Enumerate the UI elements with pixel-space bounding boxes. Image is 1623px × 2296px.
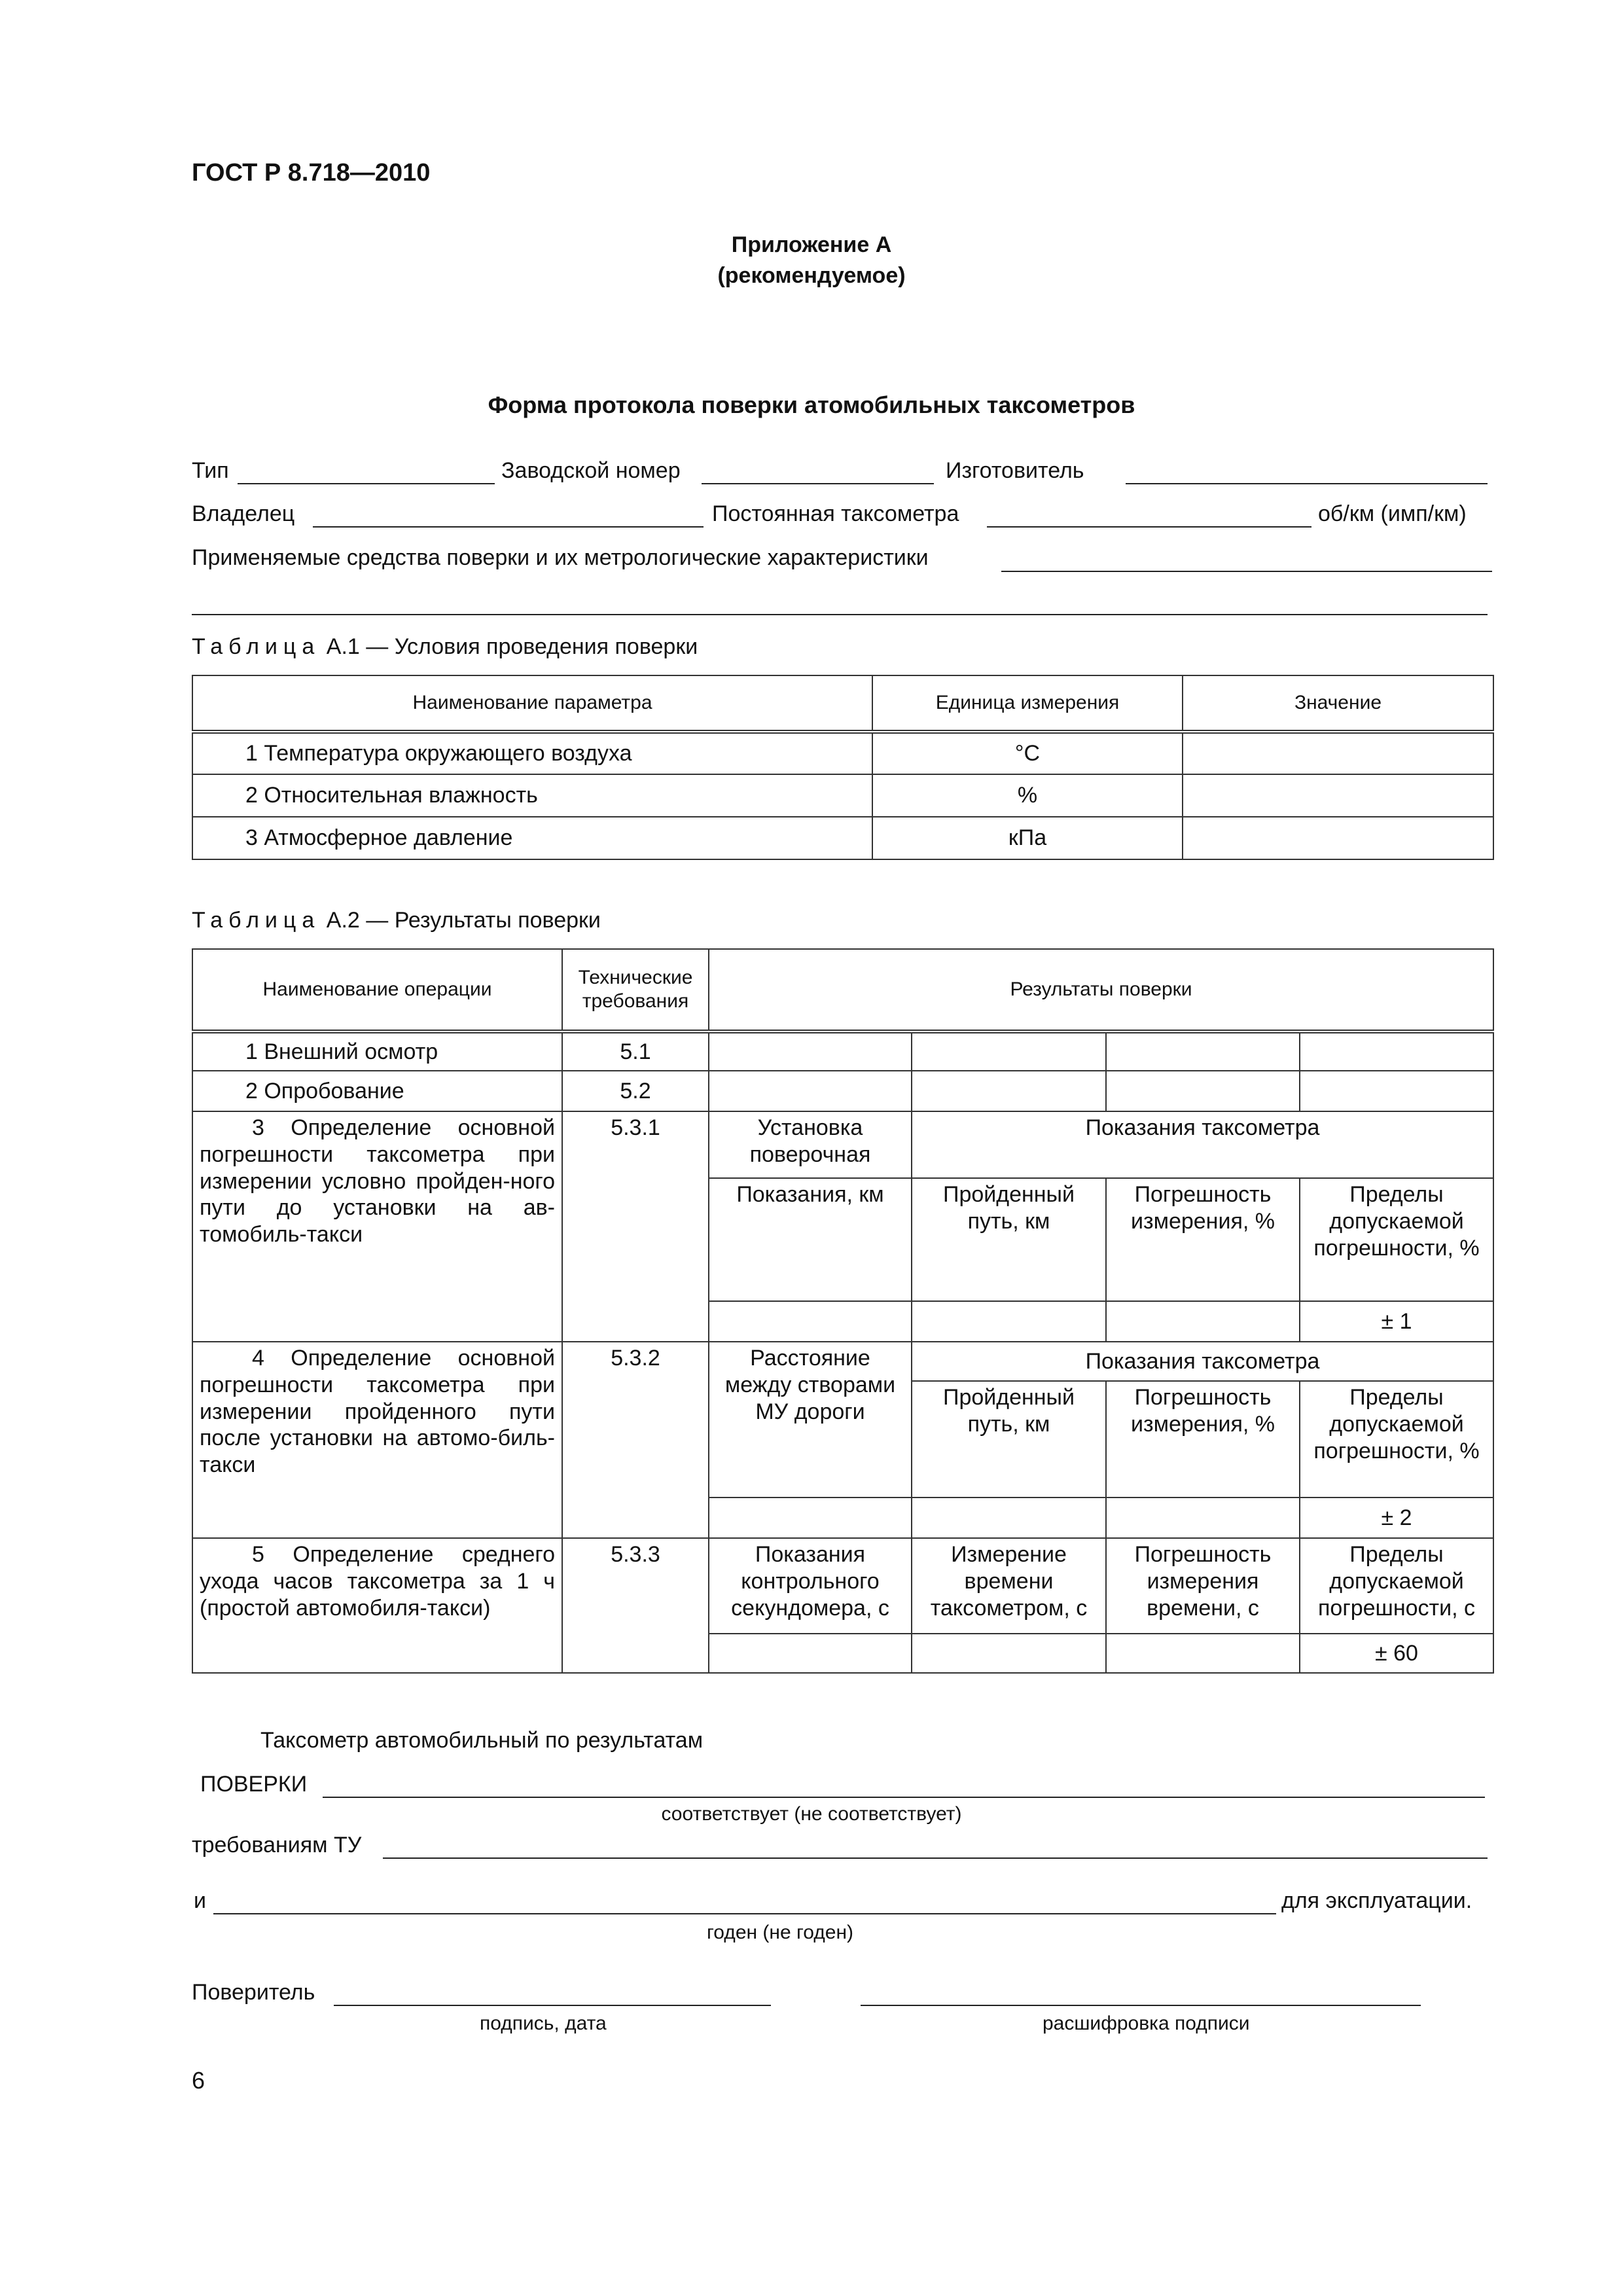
table2-result-cell[interactable] [709,1071,912,1111]
table-conditions [192,675,1494,860]
field-type-label: Тип [192,458,229,483]
field-manufacturer-line[interactable] [1126,483,1488,484]
verifier-hint-signature: подпись, дата [480,2013,607,2034]
table1-header-unit: Единица измерения [872,675,1183,732]
table2-r4-meter: Показания таксометра [912,1342,1493,1381]
table1-cell-unit: % [872,774,1183,817]
table2-r3-c4: Пределы допускаемой погрешности, % [1300,1178,1493,1301]
table1-cell-name: 3 Атмосферное давление [192,817,872,859]
table1-caption-rest: А.1 — Условия проведения поверки [326,634,698,659]
conclusion-intro: Таксометр автомобильный по результатам [260,1728,704,1753]
conclusion-use-line[interactable] [213,1913,1276,1914]
field-serial-label: Заводской номер [501,458,681,483]
table2-header-row [192,949,1493,1031]
table2-result-cell[interactable] [912,1634,1106,1673]
conclusion-hint-fitness: годен (не годен) [707,1922,854,1943]
field-owner-line[interactable] [313,526,704,528]
table2-r3-rig: Установка поверочная [709,1111,912,1178]
table2-r5-c1: Показания контрольного секундомера, с [709,1538,912,1634]
field-constant-unit: об/км (имп/км) [1318,501,1467,526]
conclusion-check-line[interactable] [323,1797,1485,1798]
table-row [192,732,1493,774]
table2-result-cell[interactable] [1106,1498,1300,1538]
table-row [192,1031,1493,1071]
table2-r5-c4: Пределы допускаемой погрешности, с [1300,1538,1493,1634]
table2-result-cell[interactable] [912,1071,1106,1111]
appendix-title: Приложение А [731,232,892,257]
field-manufacturer-label: Изготовитель [946,458,1084,483]
table1-caption-label: Таблица [192,634,321,659]
table1-cell-value[interactable] [1183,774,1493,817]
conclusion-check-label: ПОВЕРКИ [200,1772,308,1797]
table2-tech-1: 5.1 [562,1031,709,1071]
table-row [192,1071,1493,1111]
conclusion-req-line[interactable] [383,1857,1488,1859]
table1-cell-value[interactable] [1183,817,1493,859]
table2-result-cell[interactable] [1106,1031,1300,1071]
verifier-hint-name: расшифровка подписи [1043,2013,1250,2034]
table2-r3-limit: ± 1 [1300,1301,1493,1342]
field-serial-line[interactable] [702,483,934,484]
table2-tech-2: 5.2 [562,1071,709,1111]
table2-op-3: 3 Определение основной погрешности таксометра при измерении условно пройден-ного пути до установки на ав-томобиль-такси [192,1111,562,1342]
field-owner-label: Владелец [192,501,295,526]
field-constant-line[interactable] [987,526,1311,528]
table2-r3-c3: Погрешность измерения, % [1106,1178,1300,1301]
table2-result-cell[interactable] [709,1031,912,1071]
table2-caption-label: Таблица [192,908,321,933]
table2-result-cell[interactable] [912,1498,1106,1538]
table2-result-cell[interactable] [1300,1071,1493,1111]
table2-header-tech: Технические требования [562,949,709,1031]
table2-result-cell[interactable] [912,1031,1106,1071]
table2-r4-c4: Пределы допускаемой погрешности, % [1300,1381,1493,1498]
field-means-line[interactable] [1001,571,1492,572]
table2-header-results: Результаты поверки [709,949,1493,1031]
table1-header-value: Значение [1183,675,1493,732]
table2-op-2: 2 Опробование [192,1071,562,1111]
table2-result-cell[interactable] [1106,1634,1300,1673]
table1-cell-value[interactable] [1183,732,1493,774]
table-row [192,774,1493,817]
table2-caption [192,908,601,933]
table2-tech-5: 5.3.3 [562,1538,709,1673]
table2-r5-limit: ± 60 [1300,1634,1493,1673]
field-means-line-2[interactable] [192,614,1488,615]
document-header: ГОСТ Р 8.718—2010 [192,159,431,187]
table1-header-row [192,675,1493,732]
appendix-status: (рекомендуемое) [717,263,906,288]
table1-caption [192,634,698,660]
table2-r3-c2: Пройденный путь, км [912,1178,1106,1301]
table2-r4-c2: Пройденный путь, км [912,1381,1106,1498]
table1-cell-unit: кПа [872,817,1183,859]
table1-cell-unit: °С [872,732,1183,774]
table-results [192,948,1494,1674]
table2-op-1: 1 Внешний осмотр [192,1031,562,1071]
conclusion-use-label: для эксплуатации. [1281,1888,1472,1913]
table2-op-4: 4 Определение основной погрешности таксометра при измерении пройденного пути после установки на автомо-биль-такси [192,1342,562,1538]
table2-r4-rig: Расстояние между створами МУ дороги [709,1342,912,1498]
table2-tech-3: 5.3.1 [562,1111,709,1342]
table2-r4-c3: Погрешность измерения, % [1106,1381,1300,1498]
table-row [192,817,1493,859]
table2-result-cell[interactable] [1300,1031,1493,1071]
table2-result-cell[interactable] [709,1498,912,1538]
table2-r5-c2: Измерение времени таксометром, с [912,1538,1106,1634]
table2-r4-limit: ± 2 [1300,1498,1493,1538]
table1-cell-name: 2 Относительная влажность [192,774,872,817]
table2-header-op: Наименование операции [192,949,562,1031]
table2-result-cell[interactable] [1106,1071,1300,1111]
table2-result-cell[interactable] [709,1634,912,1673]
table2-op-5: 5 Определение среднего ухода часов таксометра за 1 ч (простой автомобиля-такси) [192,1538,562,1673]
field-type-line[interactable] [238,483,495,484]
table1-header-param: Наименование параметра [192,675,872,732]
verifier-label: Поверитель [192,1980,315,2005]
table2-caption-rest: А.2 — Результаты поверки [326,908,601,933]
verifier-name-line[interactable] [861,2005,1421,2006]
conclusion-req-label: требованиям ТУ [192,1833,362,1857]
page-number: 6 [192,2067,205,2094]
table2-tech-4: 5.3.2 [562,1342,709,1538]
field-means-label: Применяемые средства поверки и их метрологические характеристики [192,545,929,570]
table2-result-cell[interactable] [912,1301,1106,1342]
table2-r5-c3: Погрешность измерения времени, с [1106,1538,1300,1634]
field-constant-label: Постоянная таксометра [712,501,959,526]
table2-result-cell[interactable] [709,1301,912,1342]
table-row [192,1538,1493,1634]
table2-r3-meter: Показания таксометра [912,1111,1493,1178]
table-row [192,1342,1493,1381]
conclusion-and-label: и [194,1888,206,1913]
table2-result-cell[interactable] [1106,1301,1300,1342]
table2-r3-c1: Показания, км [709,1178,912,1301]
table-row [192,1111,1493,1178]
conclusion-hint-compliance: соответствует (не соответствует) [661,1803,962,1825]
form-title: Форма протокола поверки атомобильных таксометров [488,391,1135,418]
verifier-signature-line[interactable] [334,2005,771,2006]
table1-cell-name: 1 Температура окружающего воздуха [192,732,872,774]
